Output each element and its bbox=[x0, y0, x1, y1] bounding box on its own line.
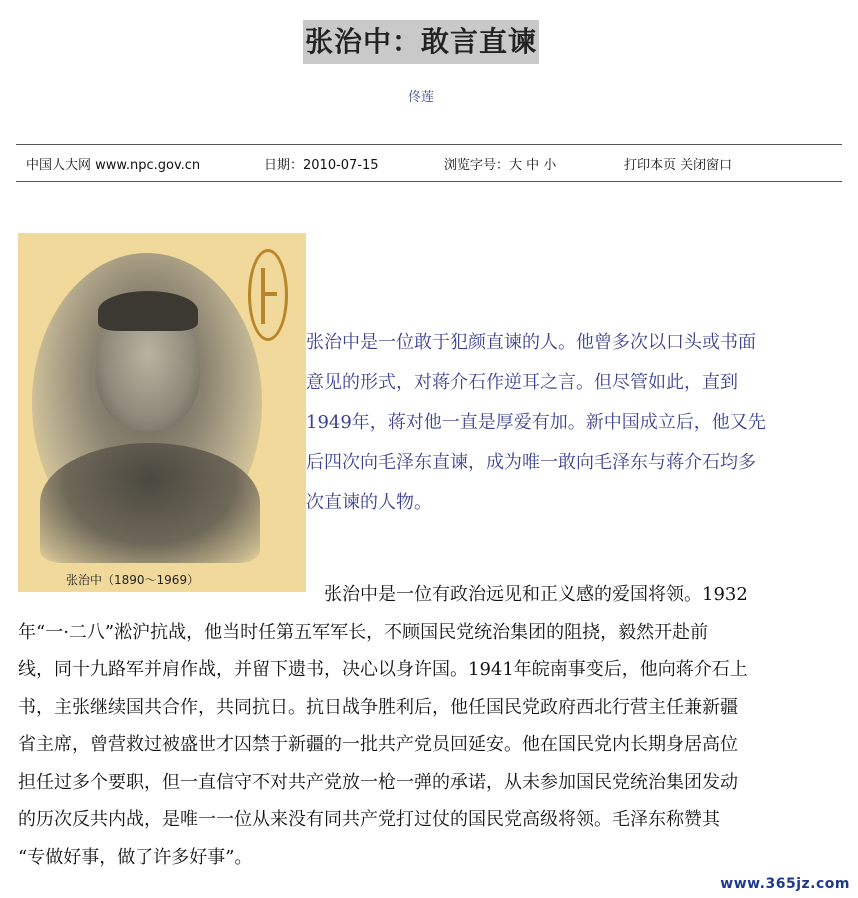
site-watermark: www.365jz.com bbox=[720, 876, 850, 892]
font-large-link[interactable]: 大 bbox=[509, 158, 523, 173]
intro-line: 后四次向毛泽东直谏，成为唯一敢向毛泽东与蒋介石均多 bbox=[306, 452, 756, 473]
body-line: 张治中是一位有政治远见和正义感的爱国将领。1932 bbox=[18, 584, 748, 605]
intro-line: 意见的形式，对蒋介石作逆耳之言。但尽管如此，直到 bbox=[306, 372, 738, 393]
page-actions bbox=[624, 154, 732, 173]
body-line: 年“一·二八”淞沪抗战，他当时任第五军军长，不顾国民党统治集团的阻挠，毅然开赴前 bbox=[18, 621, 709, 643]
portrait-shoulders bbox=[40, 443, 260, 563]
body-line: 的历次反共内战，是唯一一位从来没有同共产党打过仗的国民党高级将领。毛泽东称赞其 bbox=[18, 809, 720, 830]
meta-bar bbox=[16, 144, 842, 182]
body-line: 线，同十九路军并肩作战，并留下遗书，决心以身许国。1941年皖南事变后，他向蒋介石上 bbox=[18, 659, 748, 680]
body-line: 省主席，曾营救过被盛世才囚禁于新疆的一批共产党员回延安。他在国民党内长期身居高位 bbox=[18, 734, 738, 755]
print-page-link[interactable]: 打印本页 bbox=[624, 158, 677, 173]
intro-line: 1949年，蒋对他一直是厚爱有加。新中国成立后，他又先 bbox=[306, 412, 766, 433]
title-container bbox=[0, 20, 842, 64]
body-line: 担任过多个要职，但一直信守不对共产党放一枪一弹的承诺，从未参加国民党统治集团发动 bbox=[18, 771, 738, 793]
font-small-link[interactable]: 小 bbox=[543, 158, 557, 173]
intro-paragraph bbox=[306, 323, 826, 523]
body-paragraph bbox=[18, 576, 838, 876]
date-label: 日期： bbox=[264, 158, 304, 173]
body-line: 书，主张继续国共合作，共同抗日。抗日战争胜利后，他任国民党政府西北行营主任兼新疆 bbox=[18, 696, 738, 718]
portrait-hair bbox=[98, 291, 198, 331]
page-title: 张治中：敢言直谏 bbox=[303, 20, 539, 64]
intro-line: 次直谏的人物。 bbox=[306, 492, 432, 513]
photo-caption: 张治中（1890～1969） bbox=[66, 573, 200, 587]
font-size-controls bbox=[444, 154, 556, 173]
intro-line: 张治中是一位敢于犯颜直谏的人。他曾多次以口头或书面 bbox=[306, 332, 756, 353]
seal-stamp-icon bbox=[248, 249, 288, 341]
source-text: 中国人大网 www.npc.gov.cn bbox=[26, 158, 201, 173]
body-line: “专做好事，做了许多好事”。 bbox=[18, 846, 253, 868]
date-info bbox=[264, 154, 379, 173]
font-medium-link[interactable]: 中 bbox=[526, 158, 540, 173]
portrait-photo bbox=[18, 233, 306, 592]
author-name: 佟莲 bbox=[407, 90, 434, 105]
close-window-link[interactable]: 关闭窗口 bbox=[680, 158, 733, 173]
font-size-label: 浏览字号： bbox=[444, 158, 510, 173]
date-value: 2010-07-15 bbox=[303, 158, 379, 173]
